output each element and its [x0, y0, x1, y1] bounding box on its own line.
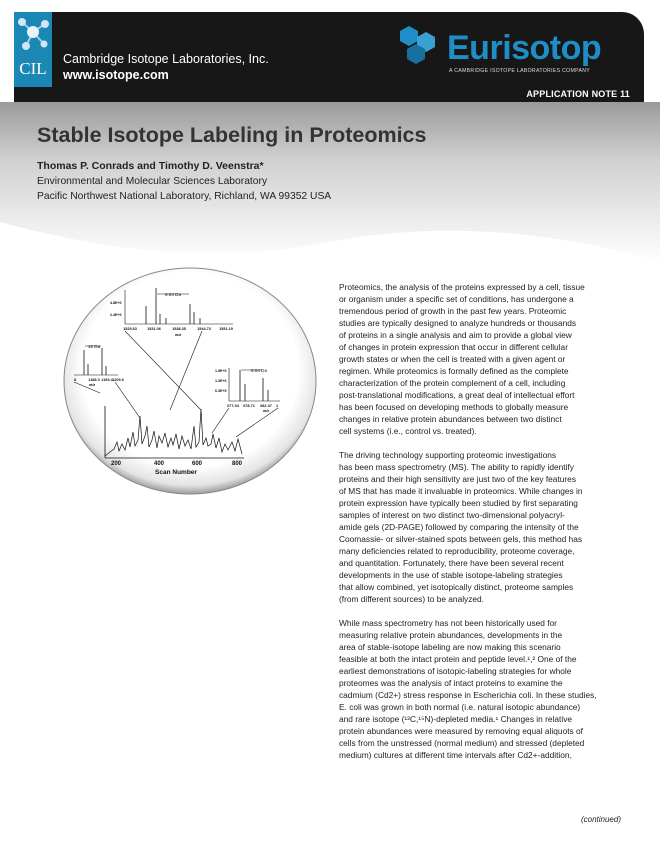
- inset-top-peak-3: 1538.35: [172, 327, 186, 331]
- inset-top-ytick-1: 4.8E+6: [110, 301, 122, 305]
- inset-left-peak-3: 1193.4: [101, 378, 113, 382]
- molecule-icon: [14, 12, 52, 62]
- page-title: Stable Isotope Labeling in Proteomics: [37, 123, 427, 147]
- inset-right-peak-2: 678.71: [243, 404, 255, 408]
- p1-line: of proteins in a single analysis and aim to provide a global view: [339, 330, 572, 340]
- inset-right-xlabel: m/z: [262, 409, 270, 413]
- eurisotop-tagline: A CAMBRIDGE ISOTOPE LABORATORIES COMPANY: [449, 68, 591, 74]
- p3-line: feasible at both the intact protein and peptide level.¹,² One of the: [339, 654, 577, 664]
- brand-part-2: isotop: [502, 29, 602, 67]
- inset-right-peak-4: 1: [275, 404, 279, 408]
- p2-line: The driving technology supporting proteomic investigations: [339, 450, 557, 460]
- p2-line: developments in the use of stable isotope-labeling strategies: [339, 570, 563, 580]
- ms-figure: [62, 266, 330, 500]
- application-note-label: APPLICATION NOTE 11: [526, 89, 630, 99]
- company-name: Cambridge Isotope Laboratories, Inc.: [63, 52, 269, 66]
- inset-right-peak-3: 682.37: [260, 404, 272, 408]
- inset-top-peak-2: 1531.06: [147, 327, 161, 331]
- body-text-column: [339, 281, 629, 773]
- inset-right-peak-1: 677.04: [227, 404, 239, 408]
- p2-line: samples of interest on two distinct two-dimensional polyacryl-: [339, 510, 565, 520]
- p1-line: changes in relative protein abundances between two distinct: [339, 414, 562, 424]
- x-tick-600: 600: [191, 461, 203, 467]
- inset-left-peak-1: 8: [73, 378, 77, 382]
- p1-line: has been focused on developing methods to globally measure: [339, 402, 569, 412]
- inset-left-peak-4: 1209.6: [112, 378, 124, 382]
- p1-line: of changes in protein expression that occur in different cellular: [339, 342, 568, 352]
- p3-line: area of stable-isotope labeling are now making this scenario: [339, 642, 561, 652]
- eurisotop-hex-icon: [396, 24, 448, 64]
- inset-right-delta: 8.04 Da: [250, 368, 268, 373]
- eurisotop-logo-text: [447, 29, 601, 68]
- p3-line: E. coli was grown in both normal (i.e. natural isotopic abundance): [339, 702, 581, 712]
- cil-logo: [14, 12, 52, 87]
- paragraph-3: [339, 617, 629, 761]
- paragraph-1: [339, 281, 629, 437]
- company-url[interactable]: www.isotope.com: [63, 68, 169, 82]
- p3-line: While mass spectrometry has not been historically used for: [339, 618, 557, 628]
- inset-top-xlabel: m/z: [174, 333, 182, 337]
- paragraph-2: [339, 449, 629, 605]
- p2-line: that allow combined, yet isotopically distinct, proteome samples: [339, 582, 574, 592]
- p1-line: or organism under a specific set of conditions, has undergone a: [339, 294, 574, 304]
- p1-line: regimen. While proteomics is formally defined as the complete: [339, 366, 569, 376]
- affiliation-line-1: Environmental and Molecular Sciences Laboratory: [37, 176, 268, 187]
- p2-line: and quantitation. Fortunately, there have been several recent: [339, 558, 564, 568]
- inset-left-peak-2: 1188.3: [88, 378, 100, 382]
- p3-line: measuring relative protein abundances, developments in the: [339, 630, 563, 640]
- x-tick-800: 800: [231, 461, 243, 467]
- p2-line: of MS that has made it invaluable in proteomics. While changes in: [339, 486, 583, 496]
- continued-label: (continued): [580, 815, 621, 824]
- inset-top-peak-5: 1551.19: [219, 327, 233, 331]
- p2-line: has been mass spectrometry (MS). The ability to rapidly identify: [339, 462, 574, 472]
- p2-line: proteins and their high sensitivity are just two of the key features: [339, 474, 576, 484]
- x-tick-400: 400: [153, 461, 165, 467]
- p1-line: Proteomics, the analysis of the proteins expressed by a cell, tissue: [339, 282, 585, 292]
- p3-line: cells from the unstressed (normal medium) and stressed (depleted: [339, 738, 585, 748]
- x-tick-200: 200: [110, 461, 122, 467]
- p1-line: tremendous period of growth in the past few years. Proteomic: [339, 306, 567, 316]
- p2-line: many deficiencies related to reproducibility, proteome coverage,: [339, 546, 575, 556]
- inset-left-xlabel: m/z: [88, 383, 96, 387]
- p1-line: growth states or when the cell is treated with a given agent or: [339, 354, 566, 364]
- p2-line: protein expression have typically been studied by first separating: [339, 498, 578, 508]
- p1-line: post-translational modifications, a great deal of intellectual effort: [339, 390, 575, 400]
- p3-line: proteomes was the analysis of intact proteins to examine the: [339, 678, 563, 688]
- inset-right-ytick-3: 6.3E+5: [215, 389, 227, 393]
- p2-line: (from different sources) to be analyzed.: [339, 594, 485, 604]
- inset-top-peak-4: 1544.73: [197, 327, 211, 331]
- p2-line: Coomassie- or silver-stained spots between gels, this method has: [339, 534, 583, 544]
- p3-line: earliest demonstrations of isotopic-labeling strategies for whole: [339, 666, 572, 676]
- p1-line: studies are typically designed to analyze hundreds or thousands: [339, 318, 577, 328]
- authors: Thomas P. Conrads and Timothy D. Veenstra*: [37, 160, 264, 172]
- brand-part-1: Eur: [447, 29, 503, 67]
- inset-left-delta: 16 Da: [87, 344, 101, 349]
- inset-top-delta: 8.04 Da: [164, 292, 182, 297]
- p3-line: cadmium (Cd2+) stress response in Escherichia coli. In these studies,: [339, 690, 597, 700]
- cil-logo-text: CIL: [19, 59, 47, 78]
- inset-top-ytick-2: 2.4E+6: [110, 313, 122, 317]
- p3-line: and rare isotope (¹³C,¹⁵N)-depleted media.¹ Changes in relative: [339, 714, 573, 724]
- inset-right-ytick-1: 1.9E+6: [215, 369, 227, 373]
- p1-line: cell systems (i.e., control vs. treated).: [339, 426, 477, 436]
- inset-top-peak-1: 1525.63: [123, 327, 137, 331]
- p2-line: amide gels (2D-PAGE) followed by comparing the intensity of the: [339, 522, 579, 532]
- p1-line: characterization of the protein complement of a cell, including: [339, 378, 566, 388]
- inset-right-ytick-2: 1.3E+6: [215, 379, 227, 383]
- affiliation-line-2: Pacific Northwest National Laboratory, Richland, WA 99352 USA: [37, 191, 332, 202]
- x-axis-label: Scan Number: [155, 469, 197, 476]
- p3-line: medium) cultures at different time intervals after Cd2+-addition,: [339, 750, 572, 760]
- p3-line: protein abundances were measured by removing equal aliquots of: [339, 726, 583, 736]
